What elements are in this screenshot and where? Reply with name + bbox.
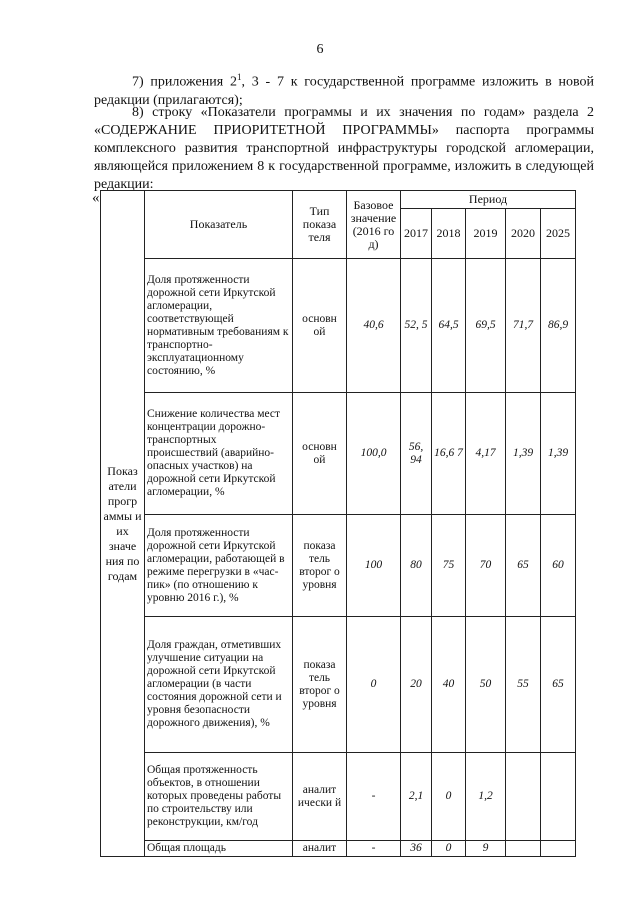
paragraph-8 <box>94 104 594 194</box>
base-value: 100 <box>347 515 401 617</box>
header-year: 2020 <box>506 209 541 259</box>
table-row <box>101 753 576 841</box>
header-row-1 <box>101 191 576 209</box>
year-value: 65 <box>541 617 576 753</box>
indicator-name: Доля протяженности дорожной сети Иркутской агломерации, соответствующей нормативным требованиям к транспортно-эксплуатационному состоянию, % <box>145 259 293 393</box>
table-row <box>101 841 576 857</box>
year-value: 4,17 <box>466 393 506 515</box>
header-year: 2018 <box>432 209 466 259</box>
indicator-name: Доля граждан, отметивших улучшение ситуации на дорожной сети Иркутской агломерации (в части состояния дорожной сети и уровня безопасности дорожного движения), % <box>145 617 293 753</box>
table-row <box>101 515 576 617</box>
header-type: Тип показа теля <box>293 191 347 259</box>
header-base: Базовое значение (2016 го д) <box>347 191 401 259</box>
p7-text-end: , 3 - 7 к государственной программе изложить в новой редакции (прилагаются); <box>94 74 594 108</box>
header-year: 2017 <box>401 209 432 259</box>
year-value: 16,6 7 <box>432 393 466 515</box>
header-indicator: Показатель <box>145 191 293 259</box>
indicator-name: Общая протяженность объектов, в отношении которых проведены работы по строительству или реконструкции, км/год <box>145 753 293 841</box>
indicator-type: аналит <box>293 841 347 857</box>
table-row <box>101 393 576 515</box>
year-value: 86,9 <box>541 259 576 393</box>
year-value: 70 <box>466 515 506 617</box>
year-value: 56, 94 <box>401 393 432 515</box>
year-value: 0 <box>432 753 466 841</box>
base-value: 100,0 <box>347 393 401 515</box>
opening-quote-mark: « <box>92 190 100 206</box>
indicator-type: основн ой <box>293 393 347 515</box>
table-row <box>101 259 576 393</box>
indicator-type: показа тель второг о уровня <box>293 515 347 617</box>
table-row <box>101 617 576 753</box>
year-value: 1,2 <box>466 753 506 841</box>
year-value: 0 <box>432 841 466 857</box>
indicators-table <box>100 190 576 857</box>
year-value: 52, 5 <box>401 259 432 393</box>
indicator-type: основн ой <box>293 259 347 393</box>
year-value <box>506 841 541 857</box>
year-value: 64,5 <box>432 259 466 393</box>
p7-text-start: 7) приложения 2 <box>132 74 237 90</box>
base-value: 40,6 <box>347 259 401 393</box>
year-value: 9 <box>466 841 506 857</box>
header-year: 2019 <box>466 209 506 259</box>
year-value: 71,7 <box>506 259 541 393</box>
p7-superscript: 1 <box>236 72 242 82</box>
year-value <box>506 753 541 841</box>
base-value: - <box>347 753 401 841</box>
year-value: 55 <box>506 617 541 753</box>
year-value: 75 <box>432 515 466 617</box>
base-value: 0 <box>347 617 401 753</box>
year-value: 1,39 <box>506 393 541 515</box>
indicator-type: аналит ически й <box>293 753 347 841</box>
year-value: 80 <box>401 515 432 617</box>
side-label: Показ атели прогр аммы и их значе ния по годам <box>101 191 145 857</box>
year-value <box>541 841 576 857</box>
header-year: 2025 <box>541 209 576 259</box>
indicator-name: Доля протяженности дорожной сети Иркутской агломерации, работающей в режиме перегрузки в «час-пик» (по отношению к уровню 2016 г.), % <box>145 515 293 617</box>
header-period: Период <box>401 191 576 209</box>
year-value: 50 <box>466 617 506 753</box>
p8-text: 8) строку «Показатели программы и их значения по годам» раздела 2 «СОДЕРЖАНИЕ ПРИОРИТЕТНОЙ ПРОГРАММЫ» паспорта программы комплексного развития транспортной инфраструктуры городской агломерации, являющейся приложением 8 к государственной программе, изложить в следующей редакции: <box>94 105 594 192</box>
year-value <box>541 753 576 841</box>
year-value: 40 <box>432 617 466 753</box>
indicator-name: Снижение количества мест концентрации дорожно-транспортных происшествий (аварийно-опасных участков) на дорожной сети Иркутской агломерации, % <box>145 393 293 515</box>
indicator-type: показа тель второг о уровня <box>293 617 347 753</box>
year-value: 65 <box>506 515 541 617</box>
year-value: 36 <box>401 841 432 857</box>
year-value: 69,5 <box>466 259 506 393</box>
year-value: 60 <box>541 515 576 617</box>
year-value: 20 <box>401 617 432 753</box>
year-value: 1,39 <box>541 393 576 515</box>
base-value: - <box>347 841 401 857</box>
page-number: 6 <box>316 42 324 57</box>
year-value: 2,1 <box>401 753 432 841</box>
indicator-name: Общая площадь <box>145 841 293 857</box>
